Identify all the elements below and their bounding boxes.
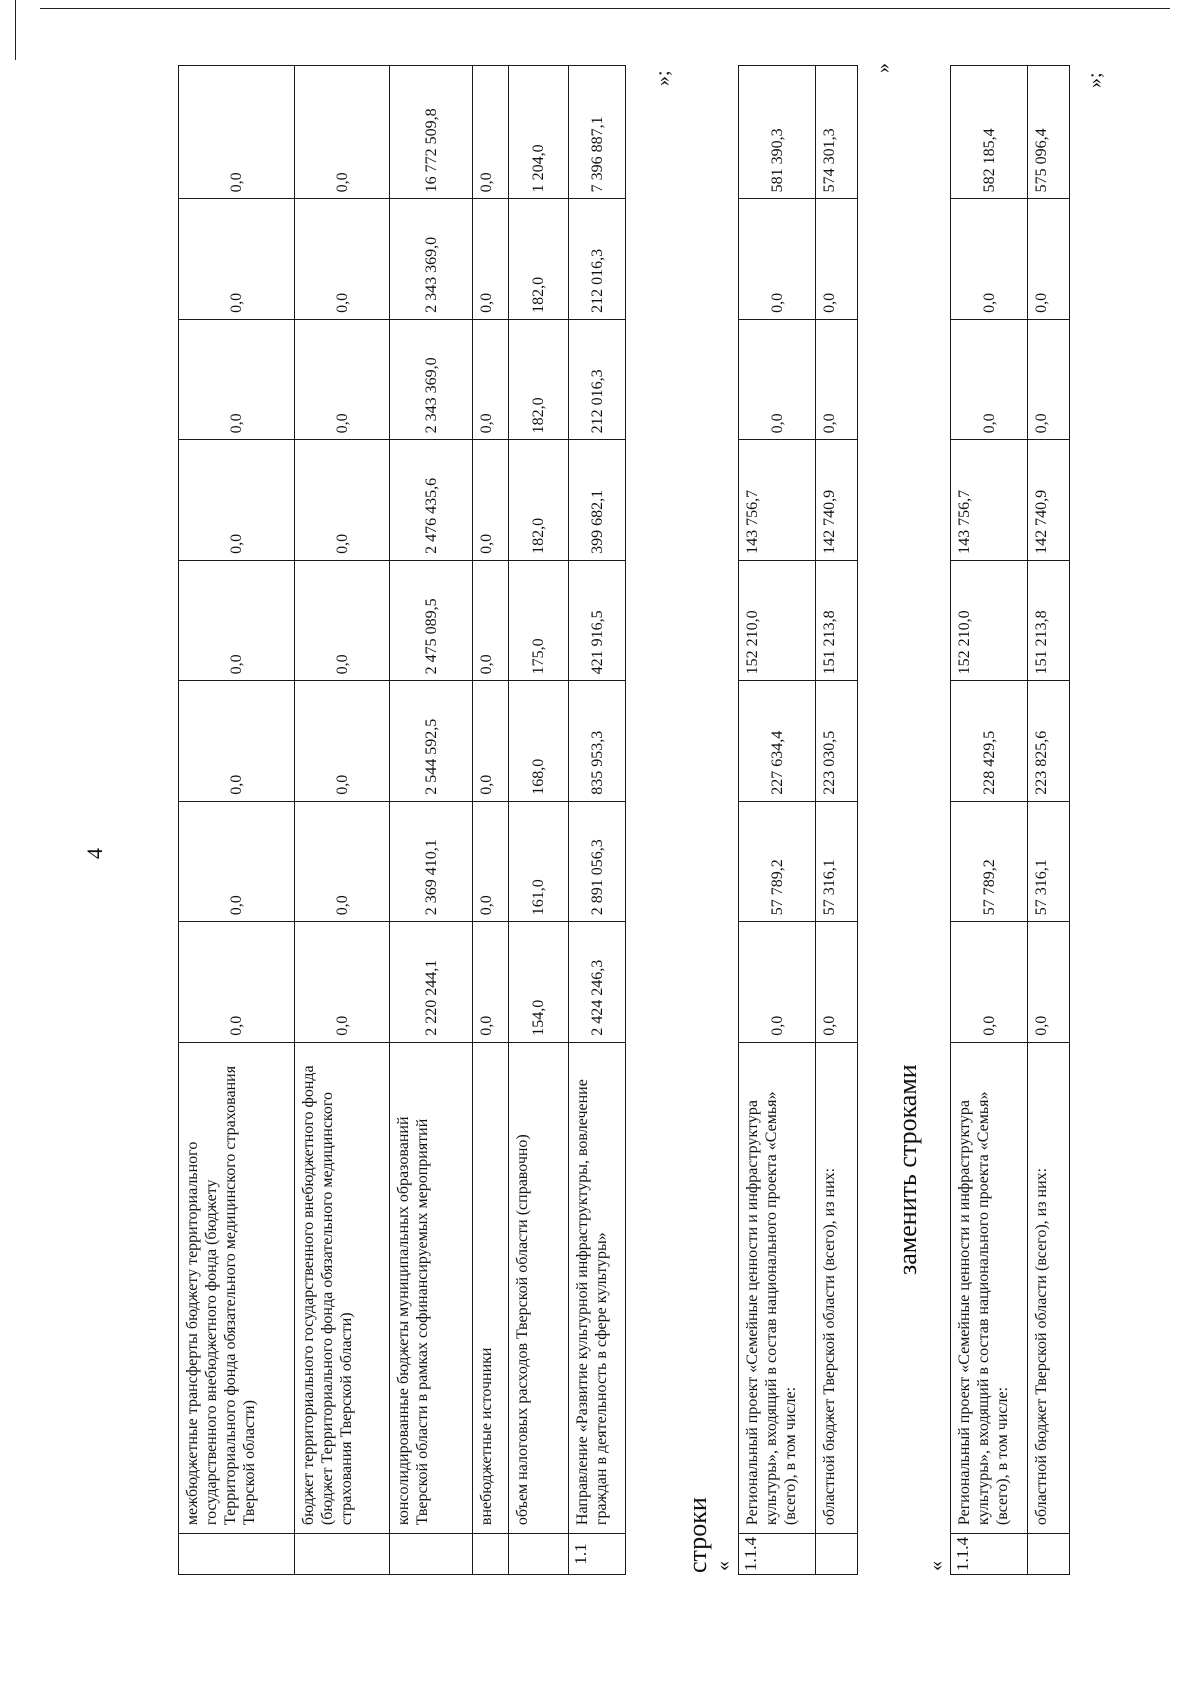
cell-value: 143 756,7 — [739, 440, 816, 560]
cell-value: 421 916,5 — [569, 560, 626, 680]
cell-value: 0,0 — [295, 922, 390, 1042]
cell-value: 0,0 — [1028, 199, 1070, 319]
row-label: внебюджетные источники — [473, 1042, 509, 1533]
cell-value: 57 316,1 — [816, 801, 858, 921]
table-row — [951, 66, 1028, 1575]
table-row — [816, 66, 858, 1575]
cell-value: 182,0 — [509, 199, 569, 319]
cell-value: 0,0 — [951, 199, 1028, 319]
cell-value: 2 343 369,0 — [390, 199, 473, 319]
cell-value: 0,0 — [473, 66, 509, 199]
cell-value: 152 210,0 — [739, 560, 816, 680]
row-label: консолидированные бюджеты муниципальных образований Тверской области в рамках софинансируемых мероприятий — [390, 1042, 473, 1533]
cell-value: 0,0 — [179, 199, 295, 319]
cell-value: 581 390,3 — [739, 66, 816, 199]
cell-value: 0,0 — [816, 199, 858, 319]
cell-value: 151 213,8 — [1028, 560, 1070, 680]
cell-value: 212 016,3 — [569, 319, 626, 439]
cell-value: 0,0 — [295, 440, 390, 560]
budget-table-main — [178, 65, 626, 1575]
cell-value: 154,0 — [509, 922, 569, 1042]
cell-value: 0,0 — [473, 199, 509, 319]
table-row — [295, 66, 390, 1575]
cell-value: 0,0 — [473, 681, 509, 801]
cell-value: 143 756,7 — [951, 440, 1028, 560]
cell-value: 0,0 — [473, 801, 509, 921]
section-heading: заменить строками — [893, 1064, 922, 1275]
cell-value: 151 213,8 — [816, 560, 858, 680]
cell-value: 182,0 — [509, 440, 569, 560]
row-label: Региональный проект «Семейные ценности и инфраструктура культуры», входящий в состав национального проекта «Семья» (всего), в том числе: — [739, 1042, 816, 1533]
cell-value: 582 185,4 — [951, 66, 1028, 199]
cell-value: 0,0 — [473, 319, 509, 439]
row-number — [1028, 1534, 1070, 1575]
row-label: областной бюджет Тверской области (всего), из них: — [816, 1042, 858, 1533]
row-number — [509, 1534, 569, 1575]
cell-value: 223 030,5 — [816, 681, 858, 801]
cell-value: 57 789,2 — [739, 801, 816, 921]
cell-value: 0,0 — [739, 199, 816, 319]
cell-value: 175,0 — [509, 560, 569, 680]
cell-value: 0,0 — [739, 319, 816, 439]
row-number: 1.1 — [569, 1534, 626, 1575]
cell-value: 575 096,4 — [1028, 66, 1070, 199]
cell-value: 0,0 — [1028, 922, 1070, 1042]
cell-value: 2 476 435,6 — [390, 440, 473, 560]
cell-value: 227 634,4 — [739, 681, 816, 801]
cell-value: 0,0 — [473, 560, 509, 680]
row-number — [295, 1534, 390, 1575]
cell-value: 0,0 — [951, 319, 1028, 439]
cell-value: 2 343 369,0 — [390, 319, 473, 439]
cell-value: 2 544 592,5 — [390, 681, 473, 801]
row-label: объем налоговых расходов Тверской области (справочно) — [509, 1042, 569, 1533]
cell-value: 0,0 — [179, 922, 295, 1042]
cell-value: 182,0 — [509, 319, 569, 439]
cell-value: 399 682,1 — [569, 440, 626, 560]
table-row — [179, 66, 295, 1575]
open-quote: « — [925, 1561, 947, 1571]
cell-value: 16 772 509,8 — [390, 66, 473, 199]
table-row — [1028, 66, 1070, 1575]
closing-quote: »; — [1084, 72, 1106, 88]
cell-value: 0,0 — [179, 560, 295, 680]
cell-value: 228 429,5 — [951, 681, 1028, 801]
cell-value: 2 475 089,5 — [390, 560, 473, 680]
row-number: 1.1.4 — [739, 1534, 816, 1575]
cell-value: 57 316,1 — [1028, 801, 1070, 921]
cell-value: 0,0 — [951, 922, 1028, 1042]
cell-value: 212 016,3 — [569, 199, 626, 319]
cell-value: 0,0 — [295, 319, 390, 439]
cell-value: 142 740,9 — [1028, 440, 1070, 560]
cell-value: 168,0 — [509, 681, 569, 801]
table-row — [739, 66, 816, 1575]
closing-quote: » — [872, 63, 894, 73]
section-heading: строки — [683, 1497, 712, 1573]
cell-value: 2 424 246,3 — [569, 922, 626, 1042]
cell-value: 0,0 — [179, 319, 295, 439]
cell-value: 0,0 — [473, 922, 509, 1042]
cell-value: 2 220 244,1 — [390, 922, 473, 1042]
cell-value: 0,0 — [295, 681, 390, 801]
cell-value: 0,0 — [816, 922, 858, 1042]
row-label: бюджет территориального государственного внебюджетного фонда (бюджет Территориального фонда обязательного медицинского страхования Тверской области) — [295, 1042, 390, 1533]
cell-value: 0,0 — [1028, 319, 1070, 439]
row-label: межбюджетные трансферты бюджету территориального государственного внебюджетного фонда (бюджету Территориального фонда обязательного медицинского страхования Тверской области) — [179, 1042, 295, 1533]
cell-value: 0,0 — [295, 66, 390, 199]
row-label: Направление «Развитие культурной инфраструктуры, вовлечение граждан в деятельность в сфере культуры» — [569, 1042, 626, 1533]
cell-value: 7 396 887,1 — [569, 66, 626, 199]
cell-value: 57 789,2 — [951, 801, 1028, 921]
cell-value: 1 204,0 — [509, 66, 569, 199]
row-number — [816, 1534, 858, 1575]
cell-value: 0,0 — [179, 440, 295, 560]
row-number — [179, 1534, 295, 1575]
table-row — [473, 66, 509, 1575]
cell-value: 2 369 410,1 — [390, 801, 473, 921]
cell-value: 0,0 — [816, 319, 858, 439]
cell-value: 0,0 — [295, 560, 390, 680]
cell-value: 0,0 — [179, 681, 295, 801]
replaced-rows-table — [738, 65, 858, 1575]
cell-value: 0,0 — [179, 801, 295, 921]
cell-value: 835 953,3 — [569, 681, 626, 801]
cell-value: 161,0 — [509, 801, 569, 921]
cell-value: 0,0 — [179, 66, 295, 199]
table-row — [569, 66, 626, 1575]
open-quote: « — [712, 1561, 734, 1571]
row-number: 1.1.4 — [951, 1534, 1028, 1575]
cell-value: 223 825,6 — [1028, 681, 1070, 801]
cell-value: 0,0 — [295, 199, 390, 319]
row-label: областной бюджет Тверской области (всего), из них: — [1028, 1042, 1070, 1533]
cell-value: 574 301,3 — [816, 66, 858, 199]
table-row — [390, 66, 473, 1575]
cell-value: 152 210,0 — [951, 560, 1028, 680]
cell-value: 0,0 — [473, 440, 509, 560]
cell-value: 142 740,9 — [816, 440, 858, 560]
cell-value: 0,0 — [295, 801, 390, 921]
row-label: Региональный проект «Семейные ценности и инфраструктура культуры», входящий в состав национального проекта «Семья» (всего), в том числе: — [951, 1042, 1028, 1533]
row-number — [390, 1534, 473, 1575]
cell-value: 2 891 056,3 — [569, 801, 626, 921]
row-number — [473, 1534, 509, 1575]
new-rows-table — [950, 65, 1070, 1575]
closing-quote: »; — [652, 70, 674, 86]
cell-value: 0,0 — [739, 922, 816, 1042]
table-row — [509, 66, 569, 1575]
page-number: 4 — [82, 848, 107, 859]
